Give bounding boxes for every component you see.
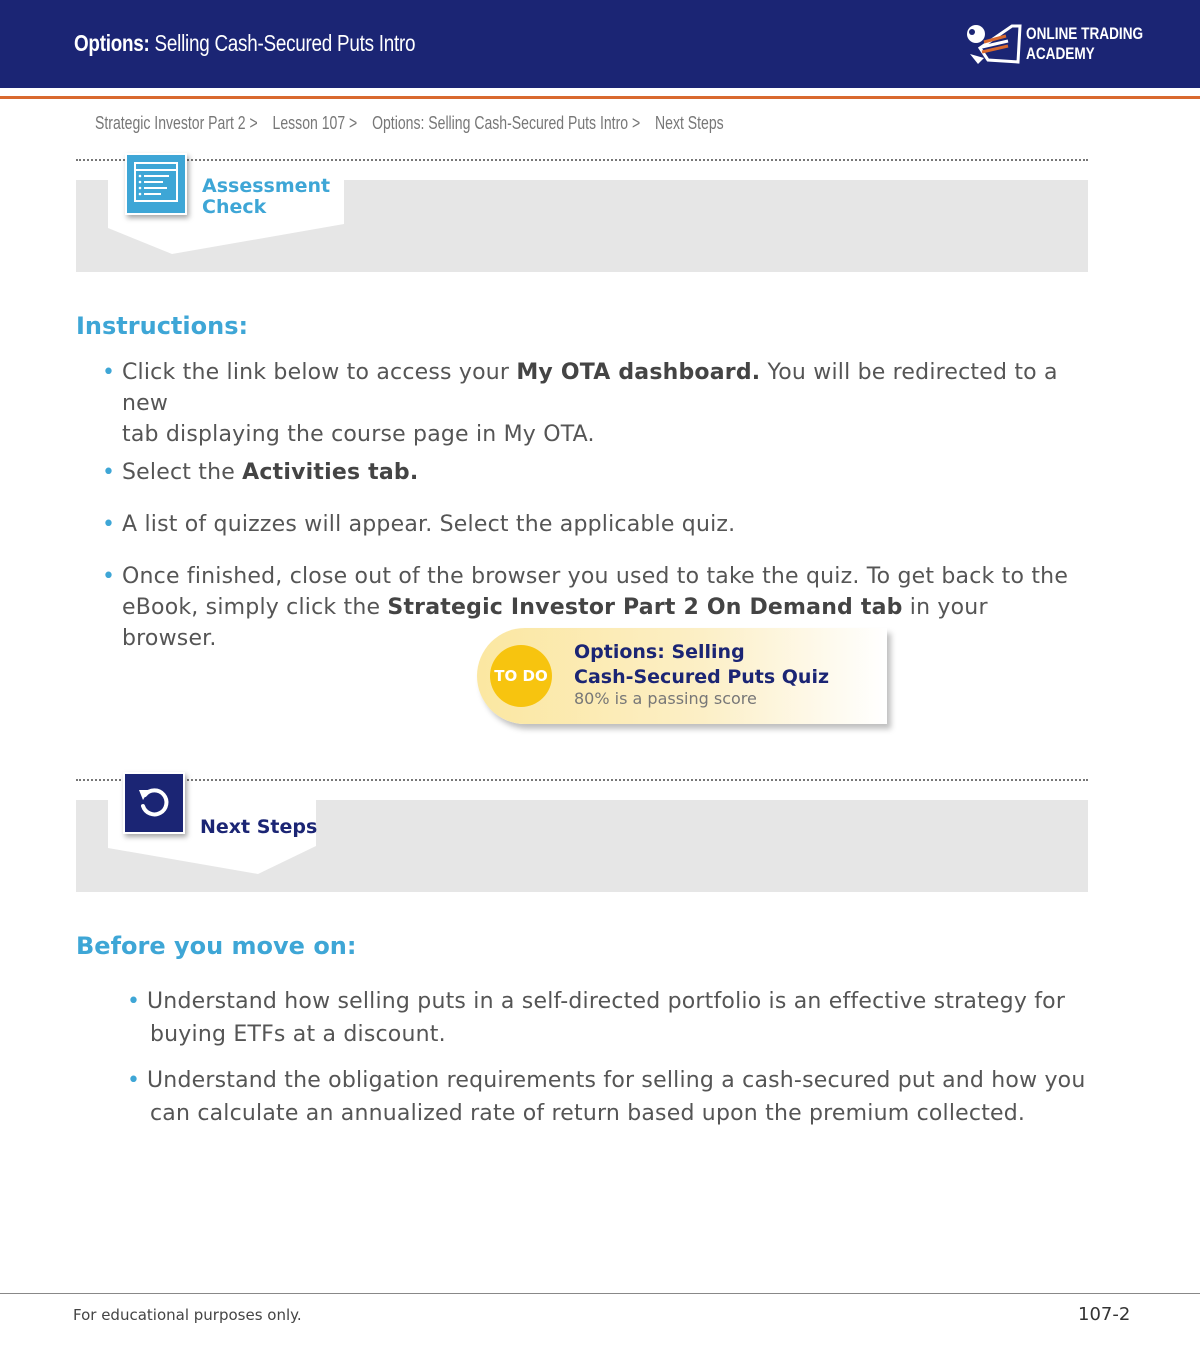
instructions-list	[102, 357, 1082, 654]
breadcrumb-item[interactable]: Lesson 107 >	[272, 113, 358, 133]
section-divider	[76, 779, 1088, 781]
todo-badge: TO DO	[494, 667, 548, 685]
instructions-heading: Instructions:	[76, 312, 249, 340]
bullet-text: Understand the obligation requirements for selling a cash-secured put and how you	[147, 1068, 1086, 1093]
bullet-dot-icon: •	[127, 1068, 141, 1093]
before-heading: Before you move on:	[76, 932, 357, 960]
bullet-text: in your browser.	[122, 595, 988, 651]
list-item	[127, 1064, 1107, 1130]
list-item	[102, 509, 1082, 540]
breadcrumb-item-current: Next Steps	[654, 113, 724, 133]
bullet-text: tab displaying the course page in My OTA.	[122, 422, 595, 447]
bullet-text: Once finished, close out of the browser you used to take the quiz. To get back to the	[122, 564, 1069, 589]
bullet-text: can calculate an annualized rate of return based upon the premium collected.	[150, 1101, 1026, 1126]
dashboard-link-text[interactable]: My OTA dashboard.	[516, 360, 761, 385]
bullet-dot-icon: •	[102, 564, 116, 589]
bullet-text: eBook, simply click the	[122, 595, 388, 620]
bullet-text: Select the	[122, 460, 243, 485]
breadcrumb-item[interactable]: Strategic Investor Part 2 >	[95, 113, 258, 133]
breadcrumb	[95, 113, 735, 134]
bullet-dot-icon: •	[102, 360, 116, 385]
next-steps-icon-box	[123, 772, 185, 834]
bullet-bold-text: Activities tab.	[242, 460, 419, 485]
quiz-title-line-2: Cash-Secured Puts Quiz	[574, 666, 830, 688]
header-title	[74, 30, 415, 57]
page-header	[0, 0, 1200, 88]
breadcrumb-item[interactable]: Options: Selling Cash-Secured Puts Intro >	[372, 113, 641, 133]
assessment-icon-box	[125, 153, 187, 215]
bullet-dot-icon: •	[127, 989, 141, 1014]
header-title-rest: Selling Cash-Secured Puts Intro	[149, 30, 416, 56]
bullet-text: You will be redirected to a new	[122, 360, 1058, 416]
assessment-tab-label	[202, 176, 330, 218]
logo-line-2: ACADEMY	[1026, 44, 1095, 63]
ota-logo-text	[1026, 24, 1143, 64]
bullet-text: Click the link below to access your	[122, 360, 517, 385]
assessment-tab-line-2: Check	[202, 196, 267, 218]
assessment-tab-line-1: Assessment	[202, 175, 331, 197]
list-item	[102, 357, 1082, 450]
next-steps-tab-label: Next Steps	[200, 816, 318, 838]
bullet-text: Understand how selling puts in a self-directed portfolio is an effective strategy for	[147, 989, 1066, 1014]
header-title-strong: Options:	[74, 30, 150, 56]
quiz-title-line-1: Options: Selling	[574, 641, 745, 663]
list-item	[127, 985, 1107, 1051]
bullet-text: buying ETFs at a discount.	[150, 1022, 446, 1047]
quiz-passing-score: 80% is a passing score	[574, 689, 757, 708]
footer-rule	[0, 1293, 1200, 1294]
header-accent-rule	[0, 96, 1200, 99]
page-number: 107-2	[1078, 1304, 1131, 1325]
section-divider	[76, 159, 1088, 161]
bullet-dot-icon: •	[102, 460, 116, 485]
bullet-text: A list of quizzes will appear. Select the applicable quiz.	[122, 512, 736, 537]
bullet-bold-text: Strategic Investor Part 2 On Demand tab	[387, 595, 903, 620]
logo-line-1: ONLINE TRADING	[1026, 24, 1144, 43]
quiz-title[interactable]	[574, 640, 829, 690]
quiz-card[interactable]	[477, 628, 887, 724]
checklist-icon	[127, 155, 185, 213]
list-item	[102, 457, 1082, 488]
bullet-dot-icon: •	[102, 512, 116, 537]
footer-disclaimer: For educational purposes only.	[73, 1306, 302, 1324]
refresh-icon	[125, 774, 183, 832]
before-list	[127, 985, 1107, 1130]
